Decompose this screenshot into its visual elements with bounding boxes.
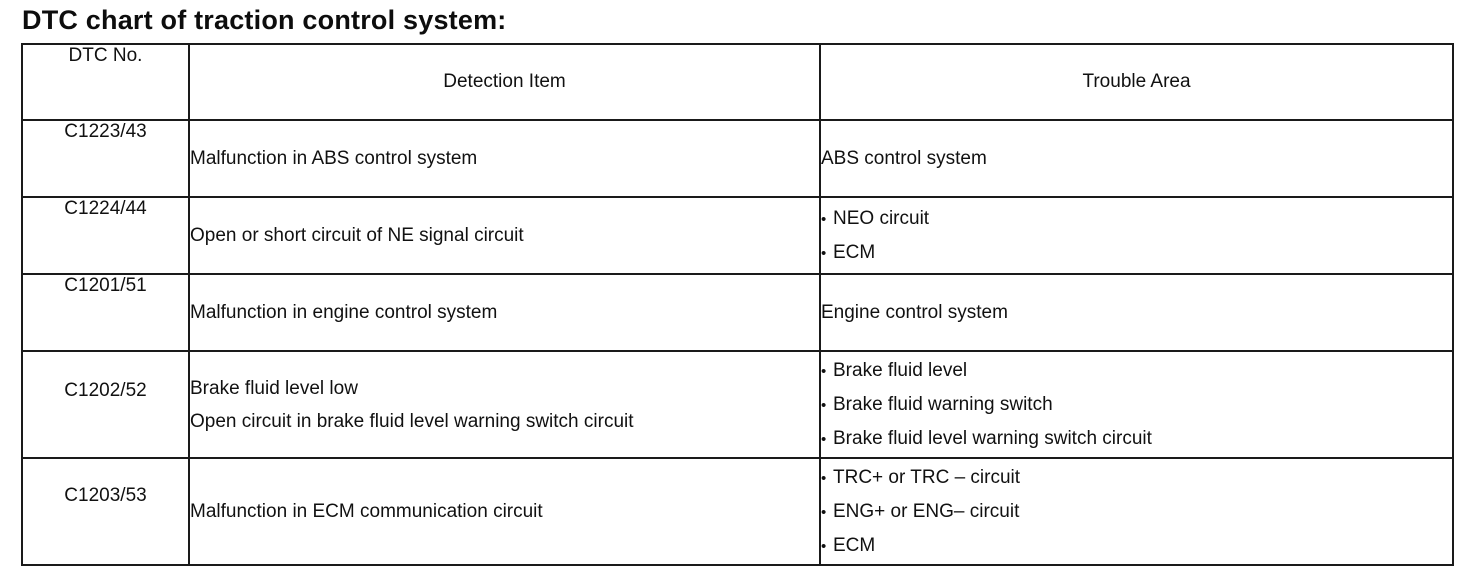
header-detection-item: Detection Item xyxy=(189,44,820,120)
dtc-code: C1201/51 xyxy=(22,274,189,351)
detection-item xyxy=(189,197,820,274)
trouble-area-line: Engine control system xyxy=(821,302,1008,323)
detection-item-line: Malfunction in engine control system xyxy=(190,302,498,323)
trouble-area-bullet-item xyxy=(821,461,1452,495)
detection-item xyxy=(189,120,820,197)
detection-item-line: Brake fluid level low xyxy=(190,377,358,399)
header-trouble-area: Trouble Area xyxy=(820,44,1453,120)
trouble-area xyxy=(820,274,1453,351)
detection-item xyxy=(189,351,820,458)
detection-item-line: Malfunction in ABS control system xyxy=(190,148,478,169)
trouble-area-bullet-item xyxy=(821,236,1452,270)
trouble-area-text: TRC+ or TRC – circuit xyxy=(833,466,1021,488)
bullet-icon: • xyxy=(821,244,827,262)
detection-item xyxy=(189,274,820,351)
trouble-area-text: Brake fluid warning switch xyxy=(833,393,1053,415)
trouble-area-text: Brake fluid level xyxy=(833,359,968,381)
bullet-icon: • xyxy=(821,362,827,380)
bullet-icon: • xyxy=(821,430,827,448)
trouble-area-text: ECM xyxy=(833,241,876,263)
trouble-area-bullet-item xyxy=(821,354,1452,388)
header-dtc-no: DTC No. xyxy=(22,44,189,120)
table-row xyxy=(22,197,1453,274)
dtc-code: C1202/52 xyxy=(22,351,189,458)
trouble-area-text: ENG+ or ENG– circuit xyxy=(833,500,1020,522)
trouble-area-bullet-item xyxy=(821,388,1452,422)
bullet-icon: • xyxy=(821,396,827,414)
table-row xyxy=(22,120,1453,197)
detection-item-line: Open circuit in brake fluid level warning switch circuit xyxy=(190,410,634,432)
trouble-area-bullet-item xyxy=(821,202,1452,236)
trouble-area-text: ECM xyxy=(833,534,876,556)
trouble-area xyxy=(820,197,1453,274)
dtc-code: C1223/43 xyxy=(22,120,189,197)
trouble-area xyxy=(820,351,1453,458)
trouble-area xyxy=(820,120,1453,197)
table-row xyxy=(22,458,1453,565)
bullet-icon: • xyxy=(821,210,827,228)
table-row xyxy=(22,274,1453,351)
bullet-icon: • xyxy=(821,469,827,487)
bullet-icon: • xyxy=(821,503,827,521)
detection-item xyxy=(189,458,820,565)
dtc-code: C1203/53 xyxy=(22,458,189,565)
bullet-icon: • xyxy=(821,537,827,555)
trouble-area-bullet-item xyxy=(821,495,1452,529)
trouble-area-line: ABS control system xyxy=(821,148,987,169)
detection-item-line: Malfunction in ECM communication circuit xyxy=(190,501,543,522)
trouble-area-bullet-item xyxy=(821,422,1452,456)
trouble-area xyxy=(820,458,1453,565)
trouble-area-text: NEO circuit xyxy=(833,207,930,229)
trouble-area-bullet-item xyxy=(821,529,1452,563)
dtc-table xyxy=(21,43,1454,566)
dtc-code: C1224/44 xyxy=(22,197,189,274)
trouble-area-text: Brake fluid level warning switch circuit xyxy=(833,427,1152,449)
table-row xyxy=(22,351,1453,458)
page-title: DTC chart of traction control system: xyxy=(22,5,507,35)
detection-item-line: Open or short circuit of NE signal circuit xyxy=(190,225,524,246)
table-header-row xyxy=(22,44,1453,120)
